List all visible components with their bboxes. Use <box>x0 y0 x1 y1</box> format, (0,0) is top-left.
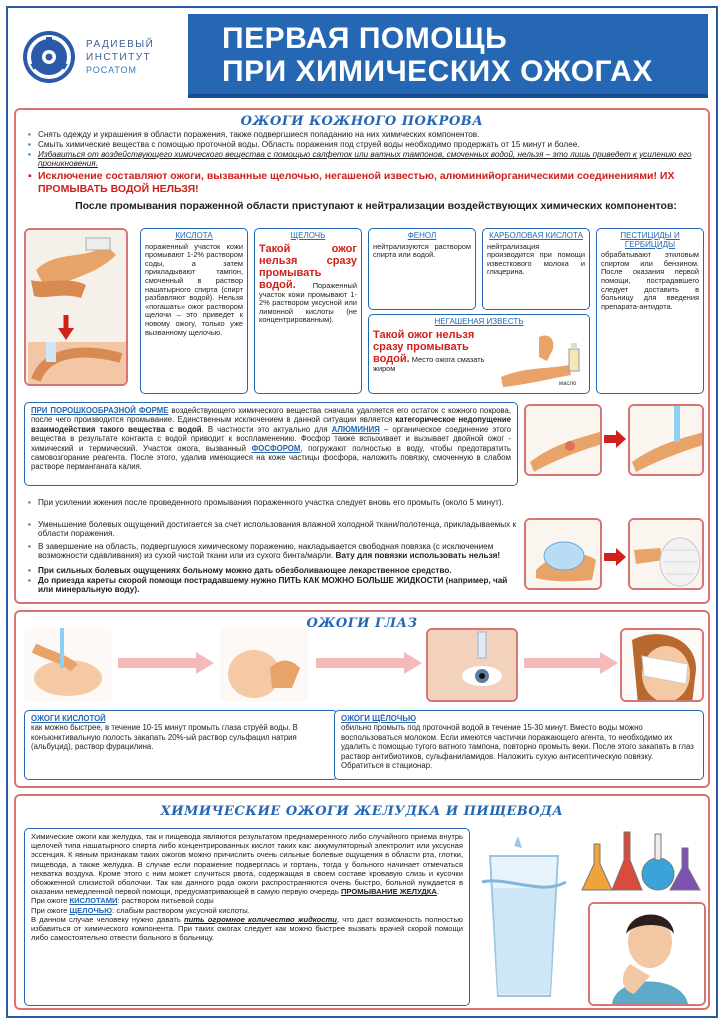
skin-bullet-5: ▪ Уменьшение болевых ощущений достигается за счет использования влажной холодной ткани/полотенца, прикладываемых к области поражения. <box>38 520 524 539</box>
skin-bullet-6-text: В завершение на область, подвергшуюся химическому поражению, накладывается свободная повязка (с исключением возможности сдавливания) из сухой чистой ткани или из сухого бинта/марли. <box>38 542 494 561</box>
acid-card-text: пораженный участок кожи промывают 1-2% раствором соды, а затем прикладывают тампон, смоченный в раствор нашатырного спирта (спирт разбавляют водой). Нельзя «погашать» ожог раствором щелочи – это приведет к новому ожогу, только уже вызванному щелочью. <box>145 241 243 337</box>
eye-step-1-image <box>24 628 112 702</box>
logo-line-3: РОСАТОМ <box>86 65 137 75</box>
arrow-right-icon <box>604 430 626 448</box>
oil-application-image <box>499 327 585 391</box>
bandaged-hand-image <box>628 518 704 590</box>
page-title <box>222 22 653 88</box>
eye-alkali-text: обильно промыть под проточной водой в течение 15-30 минут. Вместо воды можно воспользоваться молоком. Если имеются частички поражающего агента, то необходимо их удалить с помощью тугого ватного тампона, повторно промыть веки. После этого закапать в глаз раствор антибиотиков, сульфаниламидов. Наложить сухую антисептическую повязку. Обратиться в стационар. <box>341 723 694 771</box>
pesticides-card-title: ПЕСТИЦИДЫ И ГЕРБИЦИДЫ <box>620 231 680 249</box>
powder-phosphorus: ФОСФОРОМ <box>251 443 301 453</box>
powder-bold-1: категорическое недопущение взаимодействия такого вещества с водой <box>31 415 512 434</box>
stomach-alkali-text: : слабым раствором уксусной кислоты. <box>112 905 250 915</box>
stomach-burns-section <box>14 794 710 1010</box>
skin-bullet-4: ▪ При усилении жжения после проведенного промывания пораженного участка следует вновь его промыть (около 5 минут). <box>38 498 524 507</box>
phenol-card-title: ФЕНОЛ <box>407 231 437 240</box>
eye-step-3-image <box>426 628 518 702</box>
patient-image <box>588 902 706 1006</box>
skin-bullet-7: ▪ При сильных болевых ощущениях больному можно дать обезболивающее лекарственное средство. <box>38 566 524 575</box>
oil-bottle-label: масло <box>559 381 577 387</box>
stomach-acid-text: : раствором питьевой соды <box>117 896 214 906</box>
pesticides-card <box>596 228 704 394</box>
stomach-text-2b: пить огромное количество жидкости <box>184 914 337 924</box>
step-arrow-icon <box>118 652 214 674</box>
stomach-text-box: Химические ожоги как желудка, так и пищевода являются результатом преднамеренного либо случайного приема внутрь щелочей типа нашатырного спирта либо концентрированных кислот таких как: аккумуляторный электролит или уксусная эссенция. К явным признакам таких ожогов можно причислить очень сильные болевые ощущения в области рта, глотки, пищевода, а также желудка. В случае если поражение подверглась и гортань, тогда у больного начинает отмечаться нехватка воздуха. Кроме этого с ним может случиться рвота, содержащая в своем составе кровавую слизь и кусочки обожженной слизистой оболочки. Так как данного рода ожоги распространяются очень быстро, больной нуждается в оказании немедленной первой помощи, предусматривающей в самую первую очередь ПРОМЫВАНИЕ ЖЕЛУДКА. При ожоге КИСЛОТАМИ: раствором питьевой соды При ожоге ЩЕЛОЧЬЮ: слабым раствором уксусной кислоты. В данном случае человеку нужно давать пить огромное количество жидкости, что даст возможность полностью избавиться от химического компонента. При таких ожогах следует как можно быстрее вызвать врачей скорой помощи либо самостоятельно отвести больного в больницу. <box>24 828 470 1006</box>
powder-lead: ПРИ ПОРОШКООБРАЗНОЙ ФОРМЕ <box>31 406 169 415</box>
arrow-right-icon <box>604 548 626 566</box>
pesticides-card-text: обрабатывают этиловым спиртом или бензином. После оказания первой помощи, пострадавшего следует доставить в больницу для введения препарата-антидота. <box>601 250 699 311</box>
skin-warning: ▪ Исключение составляют ожоги, вызванные щелочью, негашеной известью, алюминийорганическими соединениями! ИХ ПРОМЫВАТЬ ВОДОЙ НЕЛЬЗЯ! <box>38 170 688 195</box>
stomach-alkali-lead: При ожоге <box>31 905 68 915</box>
carbolic-card-title: КАРБОЛОВАЯ КИСЛОТА <box>489 231 583 240</box>
acid-card <box>140 228 248 394</box>
alkali-card-text: Пораженный участок кожи промывают 1-2% раствором уксусной или лимонной кислоты (не концентрированным). <box>259 280 357 325</box>
skin-bullet-6 <box>38 542 524 561</box>
logo <box>22 26 182 96</box>
stomach-acid-lead: При ожоге <box>31 896 68 906</box>
powder-text-1: воздействующего химического вещества сначала удаляется его остаток с кожного покрова, после чего производится промывание. Единственным исключением в данной ситуации является <box>31 406 511 425</box>
lime-card <box>368 314 590 394</box>
lime-card-title: НЕГАШЕНАЯ ИЗВЕСТЬ <box>434 317 524 326</box>
title-line-1: ПЕРВАЯ ПОМОЩЬ <box>222 22 508 55</box>
powder-text-2: . В частности это актуально для <box>201 424 328 434</box>
alkali-card <box>254 228 362 394</box>
eye-acid-text: как можно быстрее, в течение 10-15 минут промыть глаза струёй воды. В конъюнктивальную полость закапать 20%-ый раствор сульфацил натрия (альбуцид), раствор фурацилина. <box>31 723 298 752</box>
title-line-2: ПРИ ХИМИЧЕСКИХ ОЖОГАХ <box>222 55 653 88</box>
stomach-alkali-word: ЩЕЛОЧЬЮ <box>69 905 113 915</box>
eye-section-title: ОЖОГИ ГЛАЗ <box>306 616 418 631</box>
water-glass-image <box>476 826 572 1006</box>
neutralization-lead: После промывания пораженной области приступают к нейтрализации воздействующих химических компонентов: <box>75 200 677 212</box>
stomach-acid-word: КИСЛОТАМИ <box>69 896 118 906</box>
lime-card-text: Место ожога смазать жиром <box>373 354 485 373</box>
powder-text-3: – органическое соединение этого вещества в результате контакта с водой приводит к воспламенению. Фосфор также вспыхивает и вызывает двойной ожог - химический и термический. Участок ожога, вызванный <box>31 424 512 453</box>
acid-card-title: КИСЛОТА <box>175 231 213 240</box>
stomach-section-title: ХИМИЧЕСКИЕ ОЖОГИ ЖЕЛУДКА И ПИЩЕВОДА <box>160 804 564 819</box>
eye-acid-box <box>24 710 338 780</box>
logo-line-2: ИНСТИТУТ <box>86 52 152 63</box>
skin-burns-section <box>14 108 710 604</box>
powder-text-4: , погружают полностью в воду, чтобы предотвратить самовозгорание реагента. После этого, удалив имеющиеся на коже частицы фосфора, наложить повязку, смоченную в слабом растворе перманганата калия. <box>31 443 511 472</box>
bandage-note: Вату для повязки использовать нельзя! <box>335 551 501 561</box>
phenol-card-text: нейтрализуются раствором спирта или водой. <box>373 241 471 260</box>
logo-line-1: РАДИЕВЫЙ <box>86 39 155 50</box>
cold-pack-image <box>524 518 602 590</box>
stomach-wash: ПРОМЫВАНИЕ ЖЕЛУДКА <box>340 887 437 897</box>
alkali-card-warning: Такой ожог нельзя сразу промывать водой. <box>259 242 357 291</box>
logo-text <box>86 38 154 77</box>
eye-burns-section <box>14 610 710 788</box>
skin-bullet-3: ▪ Избавиться от воздействующего химического вещества с помощью салфеток или ватных тампонов, смоченных водой, нельзя – это лишь приведет к усилению его проникновения. <box>38 150 698 169</box>
phenol-card <box>368 228 476 310</box>
title-band <box>188 14 708 98</box>
skin-bullet-1: ▪ Снять одежду и украшения в области поражения, также подвергшиеся попаданию на них химических компонентов. <box>38 130 698 139</box>
eye-acid-title: ОЖОГИ КИСЛОТОЙ <box>31 714 106 723</box>
eye-alkali-title: ОЖОГИ ЩЁЛОЧЬЮ <box>341 714 416 723</box>
arm-water-image <box>628 404 704 476</box>
stomach-text-2c: , что даст возможность полностью избавиться от химического компонента. При таких ожогах следует как можно быстрее вызвать врачей скорой помощи либо самостоятельно отвести больного в больницу. <box>31 914 463 943</box>
skin-bullet-2: ▪ Смыть химические вещества с помощью проточной воды. Область поражения под струей воды необходимо продержать от 15 минут и более. <box>38 140 698 149</box>
arm-rinse-image <box>524 404 602 476</box>
skin-bullet-8: ▪ До приезда кареты скорой помощи пострадавшему нужно ПИТЬ КАК МОЖНО БОЛЬШЕ ЖИДКОСТИ (например, чай или минеральную воду). <box>38 576 524 595</box>
step-arrow-icon <box>316 652 422 674</box>
skin-section-title: ОЖОГИ КОЖНОГО ПОКРОВА <box>240 114 484 129</box>
powder-form-box <box>24 402 518 486</box>
powder-aluminium: АЛЮМИНИЯ <box>331 424 380 434</box>
alkali-card-title: ЩЕЛОЧЬ <box>290 231 326 240</box>
hand-wash-image <box>24 228 128 386</box>
eye-step-4-image <box>620 628 704 702</box>
eye-step-2-image <box>220 628 308 702</box>
lime-card-warning: Такой ожог нельзя сразу промывать водой. <box>373 328 475 365</box>
step-arrow-icon <box>524 652 618 674</box>
eye-alkali-box <box>334 710 704 780</box>
stomach-text-1: Химические ожоги как желудка, так и пищевода являются результатом преднамеренного либо случайного приема внутрь щелочей типа нашатырного спирта либо концентрированных кислот таких как: аккумуляторный электролит или уксусная эссенция. К явным признакам таких ожогов можно причислить очень сильные болевые ощущения в области рта, глотки, пищевода, а также желудка. В случае если поражение подверглась и гортань, тогда у больного начинает отмечаться нехватка воздуха. Кроме этого с ним может случиться рвота, содержащая в своем составе кровавую слизь и кусочки обожженной слизистой оболочки. Так как данного рода ожоги распространяются очень быстро, больной нуждается в оказании немедленной первой помощи, предусматривающей в самую первую очередь <box>31 832 463 897</box>
carbolic-card <box>482 228 590 310</box>
carbolic-card-text: нейтрализация производится при помощи известкового молока и глицерина. <box>487 241 585 277</box>
stomach-text-2a: В данном случае человеку нужно давать <box>31 914 181 924</box>
lab-flasks-image <box>580 824 706 896</box>
atom-logo-icon <box>22 30 76 84</box>
